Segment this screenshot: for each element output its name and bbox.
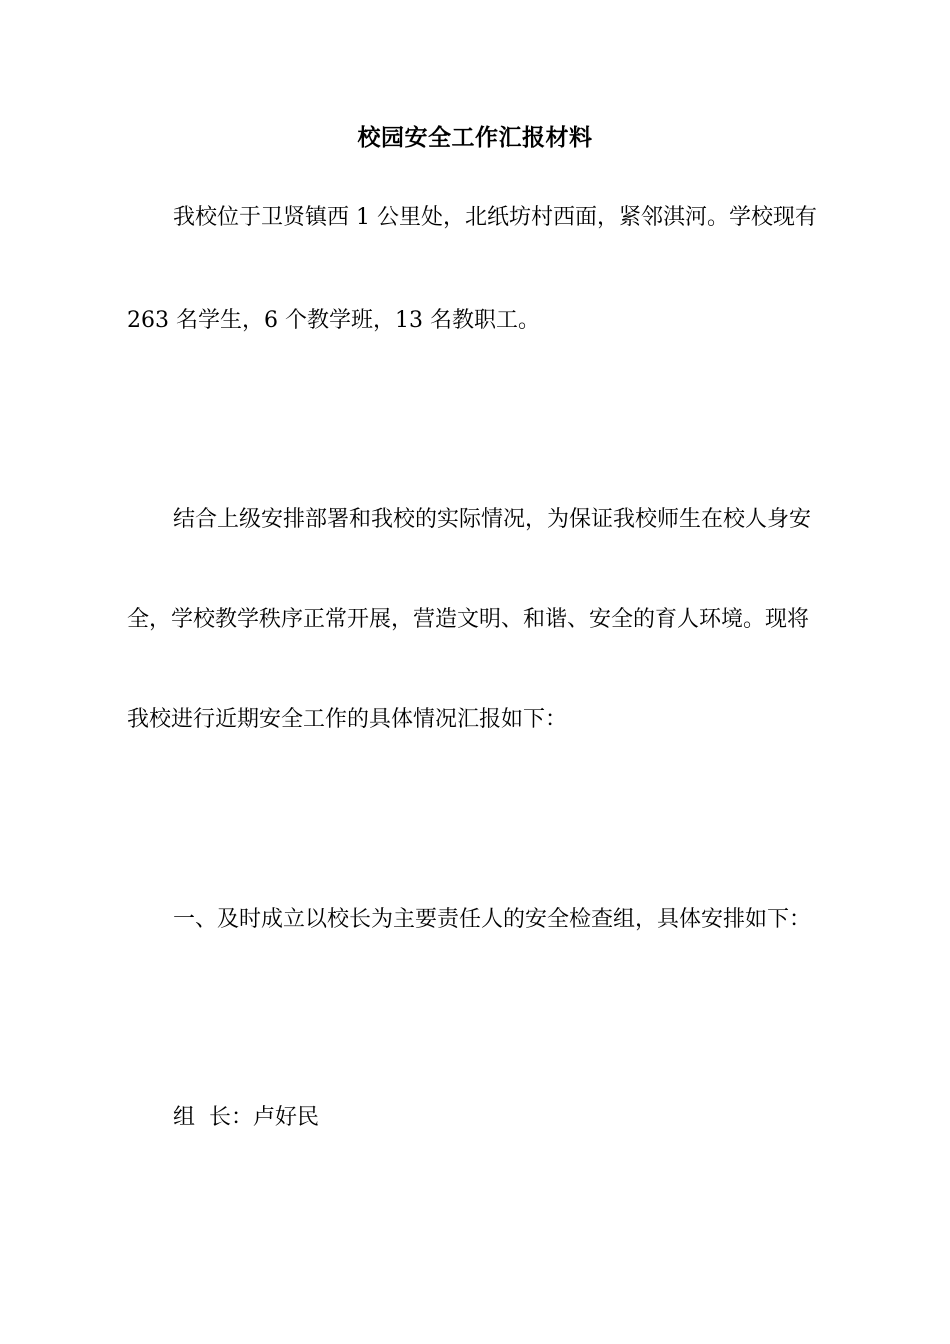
paragraph-2-line-2: 全，学校教学秩序正常开展，营造文明、和谐、安全的育人环境。现将 (127, 607, 810, 632)
paragraph-2-line-1: 结合上级安排部署和我校的实际情况，为保证我校师生在校人身安 (173, 507, 812, 532)
paragraph-3-line-1: 一、及时成立以校长为主要责任人的安全检查组，具体安排如下： (173, 907, 812, 932)
paragraph-1-line-2: 263 名学生，6 个教学班，13 名教职工。 (127, 308, 540, 333)
paragraph-1-line-1: 我校位于卫贤镇西 1 公里处，北纸坊村西面，紧邻淇河。学校现有 (173, 205, 817, 230)
paragraph-2-line-3: 我校进行近期安全工作的具体情况汇报如下： (127, 707, 568, 732)
document-title: 校园安全工作汇报材料 (357, 125, 593, 151)
group-leader-line: 组 长：卢好民 (173, 1105, 319, 1130)
